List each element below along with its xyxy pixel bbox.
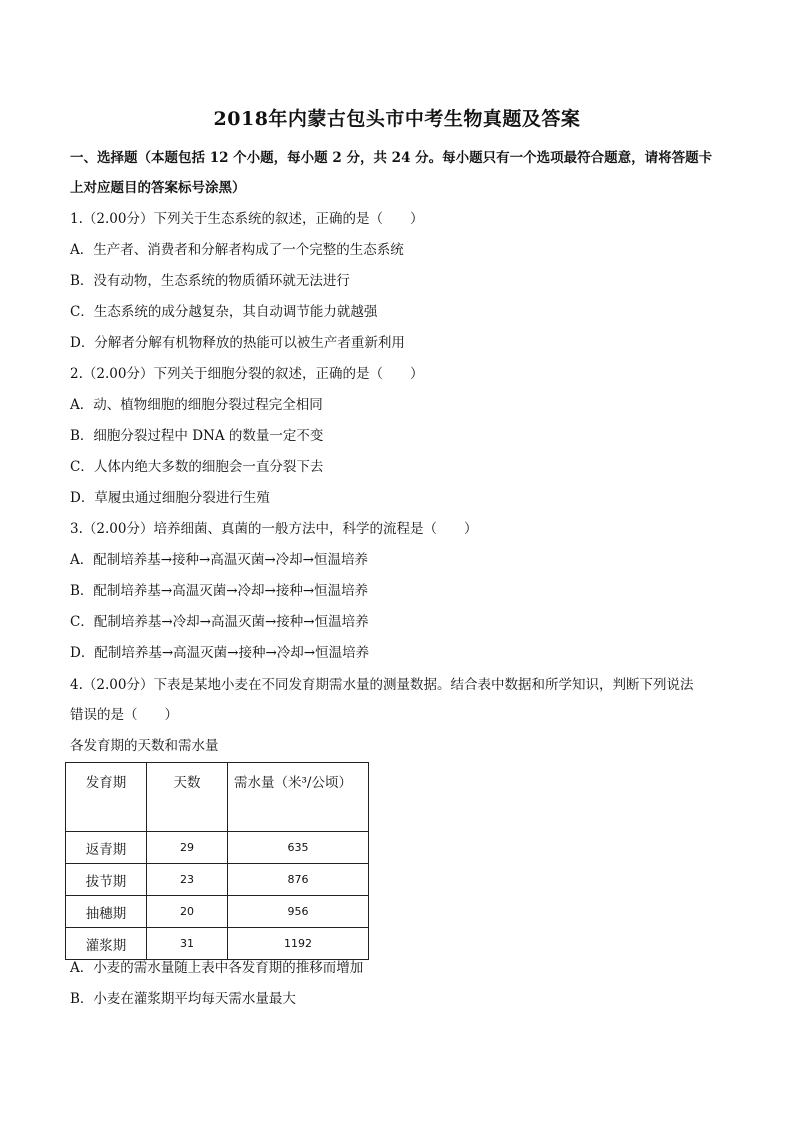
table-row — [66, 928, 369, 960]
header-days: 天数 — [147, 763, 228, 832]
section-heading-line-2: 上对应题目的答案标号涂黑） — [70, 180, 246, 196]
question-2-option-b: B．细胞分裂过程中 DNA 的数量一定不变 — [70, 428, 324, 444]
question-1-option-c: C．生态系统的成分越复杂，其自动调节能力就越强 — [70, 304, 378, 320]
table-row — [66, 864, 369, 896]
document-title: 2018年内蒙古包头市中考生物真题及答案 — [213, 108, 581, 130]
question-3-option-a: A．配制培养基→接种→高温灭菌→冷却→恒温培养 — [70, 552, 368, 568]
header-water: 需水量（米³/公顷） — [228, 763, 369, 832]
cell-water: 635 — [228, 832, 369, 864]
question-2-option-a: A．动、植物细胞的细胞分裂过程完全相同 — [70, 397, 323, 413]
header-stage: 发育期 — [66, 763, 147, 832]
table-caption: 各发育期的天数和需水量 — [70, 738, 219, 754]
question-4-stem-line-1: 4.（2.00分）下表是某地小麦在不同发育期需水量的测量数据。结合表中数据和所学知识，判断下列说法 — [70, 677, 694, 693]
cell-stage: 拔节期 — [66, 864, 147, 896]
question-3-option-c: C．配制培养基→冷却→高温灭菌→接种→恒温培养 — [70, 614, 369, 630]
question-3-option-d: D．配制培养基→高温灭菌→接种→冷却→恒温培养 — [70, 645, 370, 661]
cell-days: 23 — [147, 864, 228, 896]
cell-water: 1192 — [228, 928, 369, 960]
question-3-stem: 3.（2.00分）培养细菌、真菌的一般方法中，科学的流程是（ ） — [70, 521, 478, 537]
cell-stage: 灌浆期 — [66, 928, 147, 960]
cell-stage: 抽穗期 — [66, 896, 147, 928]
cell-water: 876 — [228, 864, 369, 896]
question-2-option-d: D．草履虫通过细胞分裂进行生殖 — [70, 490, 270, 506]
cell-days: 29 — [147, 832, 228, 864]
cell-days: 20 — [147, 896, 228, 928]
question-3-option-b: B．配制培养基→高温灭菌→冷却→接种→恒温培养 — [70, 583, 369, 599]
question-1-option-a: A．生产者、消费者和分解者构成了一个完整的生态系统 — [70, 242, 404, 258]
table-row — [66, 896, 369, 928]
question-1-option-d: D．分解者分解有机物释放的热能可以被生产者重新利用 — [70, 335, 405, 351]
question-1-stem: 1.（2.00分）下列关于生态系统的叙述，正确的是（ ） — [70, 211, 424, 227]
question-1-option-b: B．没有动物，生态系统的物质循环就无法进行 — [70, 273, 350, 289]
table-header-row — [66, 763, 369, 832]
water-demand-table — [65, 762, 369, 960]
cell-stage: 返青期 — [66, 832, 147, 864]
question-4-option-b: B．小麦在灌浆期平均每天需水量最大 — [70, 991, 296, 1007]
question-4-stem-line-2: 错误的是（ ） — [70, 707, 178, 723]
section-heading-line-1: 一、选择题（本题包括 12 个小题，每小题 2 分，共 24 分。每小题只有一个选项最符合题意，请将答题卡 — [70, 150, 713, 166]
cell-days: 31 — [147, 928, 228, 960]
table-row — [66, 832, 369, 864]
question-2-stem: 2.（2.00分）下列关于细胞分裂的叙述，正确的是（ ） — [70, 366, 424, 382]
cell-water: 956 — [228, 896, 369, 928]
question-4-option-a: A．小麦的需水量随上表中各发育期的推移而增加 — [70, 960, 364, 976]
question-2-option-c: C．人体内绝大多数的细胞会一直分裂下去 — [70, 459, 324, 475]
